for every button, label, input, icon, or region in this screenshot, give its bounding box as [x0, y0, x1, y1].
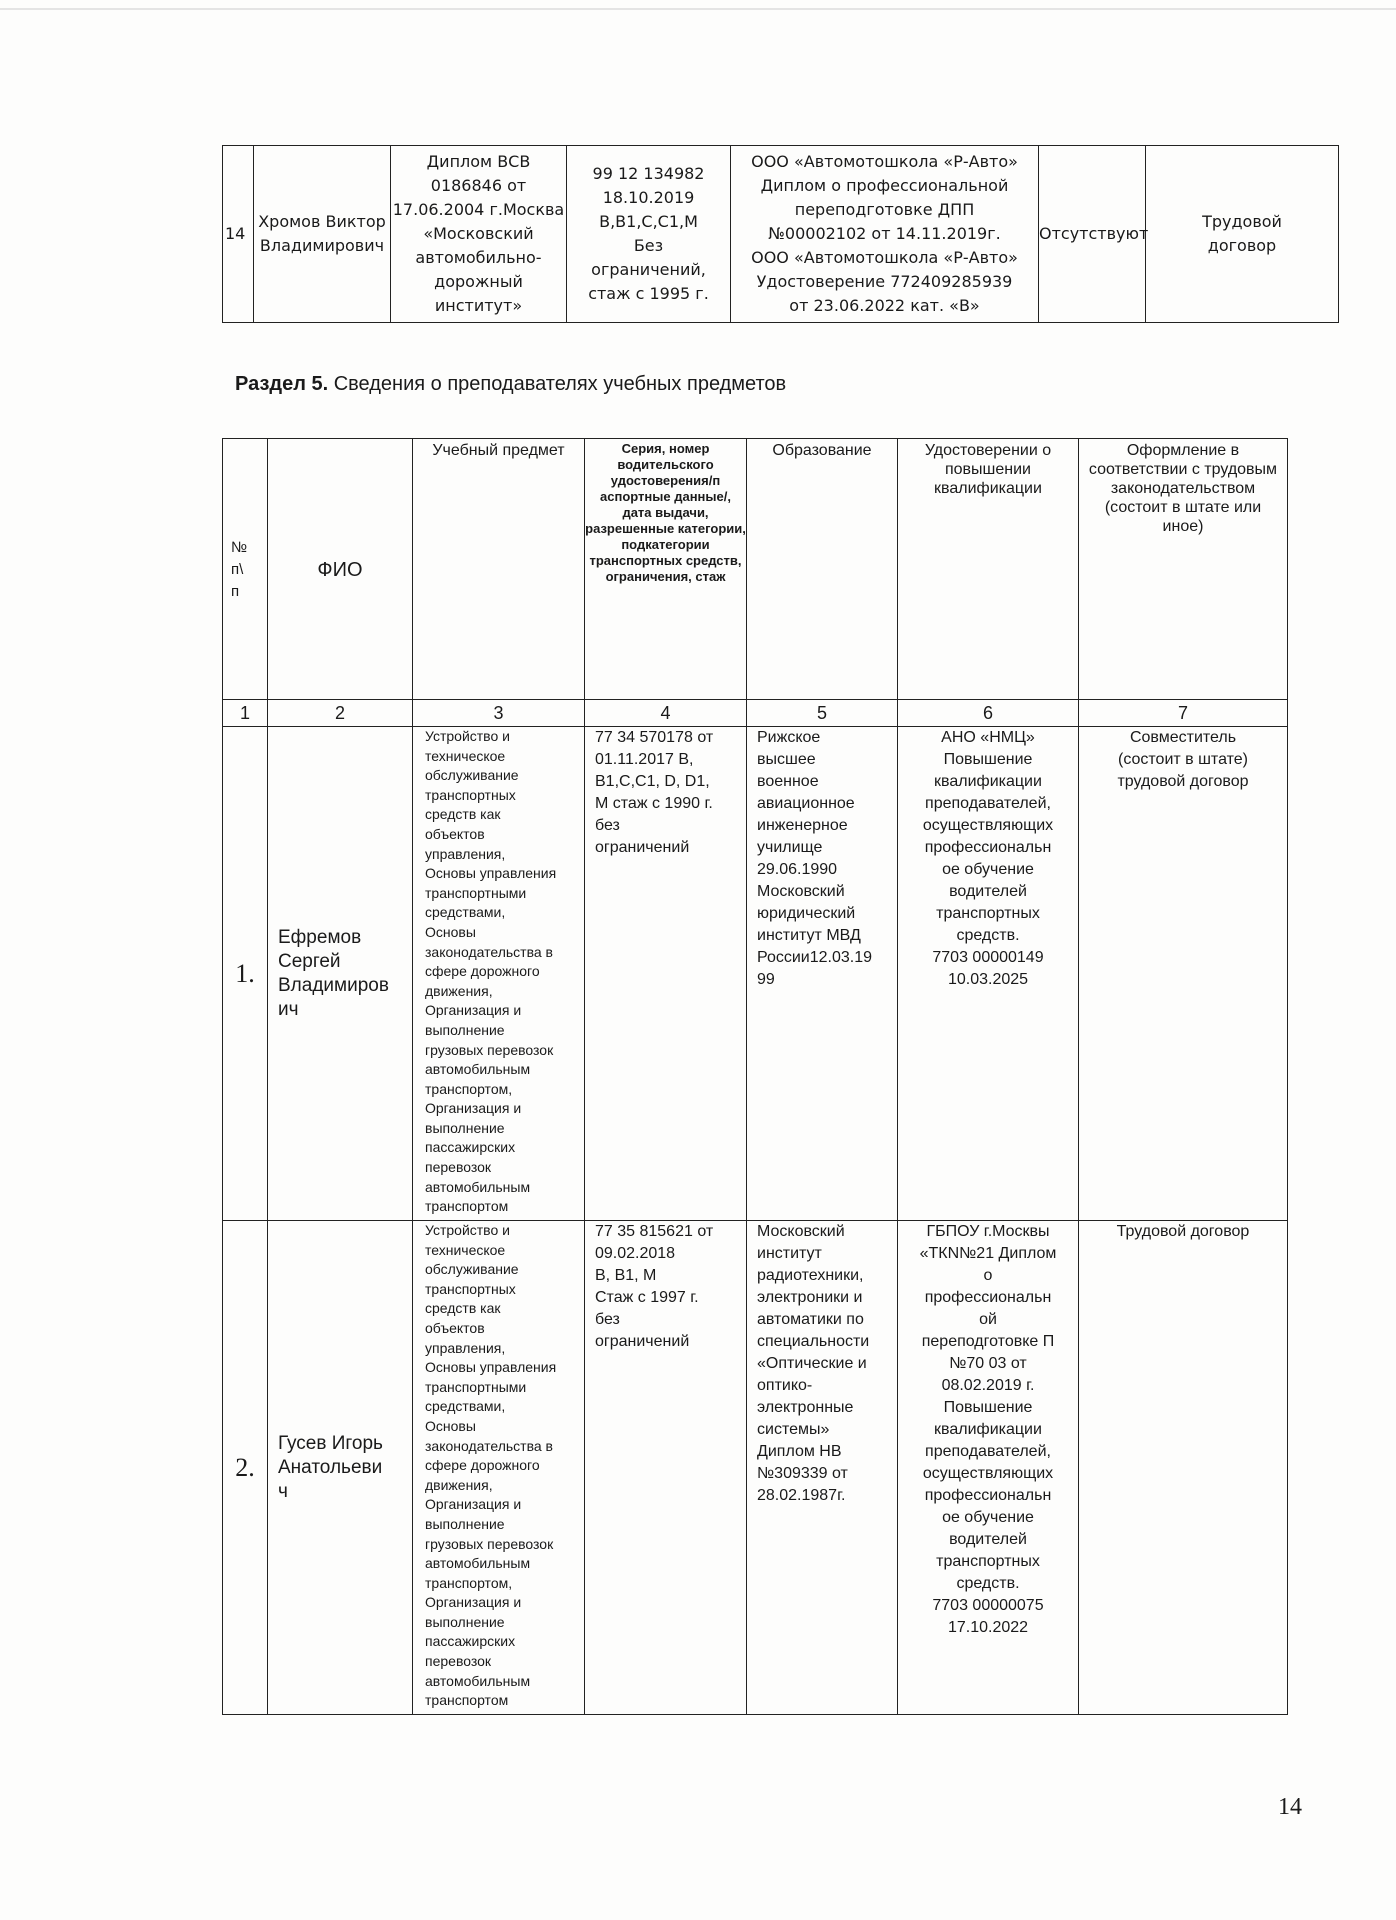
section-title-text: Сведения о преподавателях учебных предметов — [328, 373, 787, 395]
section-title — [235, 373, 786, 396]
section-label: Раздел 5. — [235, 373, 329, 395]
table-row — [223, 727, 1288, 1221]
certificate-cell: ГБПОУ г.Москвы «ТКN№21 Диплом о профессиональн ой переподготовке П №70 03 от 08.02.2019 г. Повышение квалификации преподавателей, осуществляющих профессиональн ое обучение водителей транспортных средств. 7703 00000075 17.10.2022 — [898, 1221, 1079, 1715]
column-index: 2 — [268, 700, 413, 727]
header-fio: ФИО — [268, 439, 413, 700]
subject-cell: Устройство и техническое обслуживание транспортных средств как объектов управления, Основы управления транспортными средствами, Основы законодательства в сфере дорожного движения, Организация и выполнение грузовых перевозок автомобильным транспортом, Организация и выполнение пассажирских перевозок автомобильным транспортом — [413, 727, 585, 1221]
header-license: Серия, номер водительского удостоверения/п аспортные данные/, дата выдачи, разрешенные категории, подкатегории транспортных средств, ограничения, стаж — [585, 439, 747, 700]
row-number: 1. — [223, 727, 268, 1221]
row-number: 14 — [223, 146, 254, 323]
teachers-table — [222, 438, 1288, 1715]
column-index: 5 — [747, 700, 898, 727]
certificate-cell: АНО «НМЦ» Повышение квалификации преподавателей, осуществляющих профессиональн ое обучение водителей транспортных средств. 7703 00000149 10.03.2025 — [898, 727, 1079, 1221]
education-cell: Московский институт радиотехники, электроники и автоматики по специальности «Оптические и оптико- электронные системы» Диплом НВ №309339 от 28.02.1987г. — [747, 1221, 898, 1715]
column-index: 7 — [1079, 700, 1288, 727]
column-index: 4 — [585, 700, 747, 727]
staff-name: Хромов Виктор Владимирович — [254, 146, 391, 323]
scan-edge — [0, 8, 1396, 10]
license-cell: 77 35 815621 от 09.02.2018 В, В1, М Стаж с 1997 г. без ограничений — [585, 1221, 747, 1715]
column-index-row — [223, 700, 1288, 727]
absence-cell: Отсутствуют — [1039, 146, 1146, 323]
subject-cell: Устройство и техническое обслуживание транспортных средств как объектов управления, Основы управления транспортными средствами, Основы законодательства в сфере дорожного движения, Организация и выполнение грузовых перевозок автомобильным транспортом, Организация и выполнение пассажирских перевозок автомобильным транспортом — [413, 1221, 585, 1715]
training-cell: ООО «Автомотошкола «Р-Авто» Диплом о профессиональной переподготовке ДПП №00002102 от 14.11.2019г. ООО «Автомотошкола «Р-Авто» Удостоверение 772409285939 от 23.06.2022 кат. «В» — [731, 146, 1039, 323]
column-index: 3 — [413, 700, 585, 727]
column-index: 6 — [898, 700, 1079, 727]
page-number: 14 — [1278, 1794, 1302, 1820]
diploma-cell: Диплом ВСВ 0186846 от 17.06.2004 г.Москва «Московский автомобильно- дорожный институт» — [391, 146, 567, 323]
education-cell: Рижское высшее военное авиационное инженерное училище 29.06.1990 Московский юридический институт МВД России12.03.19 99 — [747, 727, 898, 1221]
table-row — [223, 146, 1339, 323]
header-subject: Учебный предмет — [413, 439, 585, 700]
header-education: Образование — [747, 439, 898, 700]
contract-cell: Трудовой договор — [1146, 146, 1339, 323]
license-cell: 77 34 570178 от 01.11.2017 В, В1,С,С1, D, D1, М стаж с 1990 г. без ограничений — [585, 727, 747, 1221]
header-certificate: Удостоверении о повышении квалификации — [898, 439, 1079, 700]
table-header-row — [223, 439, 1288, 700]
row-number: 2. — [223, 1221, 268, 1715]
teacher-name: Ефремов Сергей Владимиров ич — [268, 727, 413, 1221]
table-row — [223, 1221, 1288, 1715]
teacher-name: Гусев Игорь Анатольеви ч — [268, 1221, 413, 1715]
license-cell: 99 12 134982 18.10.2019 В,В1,С,С1,М Без ограничений, стаж с 1995 г. — [567, 146, 731, 323]
employment-cell: Совместитель (состоит в штате) трудовой договор — [1079, 727, 1288, 1221]
header-number: № п\ п — [223, 439, 268, 700]
header-employment: Оформление в соответствии с трудовым законодательством (состоит в штате или иное) — [1079, 439, 1288, 700]
employment-cell: Трудовой договор — [1079, 1221, 1288, 1715]
staff-table-continued — [222, 145, 1339, 323]
column-index: 1 — [223, 700, 268, 727]
